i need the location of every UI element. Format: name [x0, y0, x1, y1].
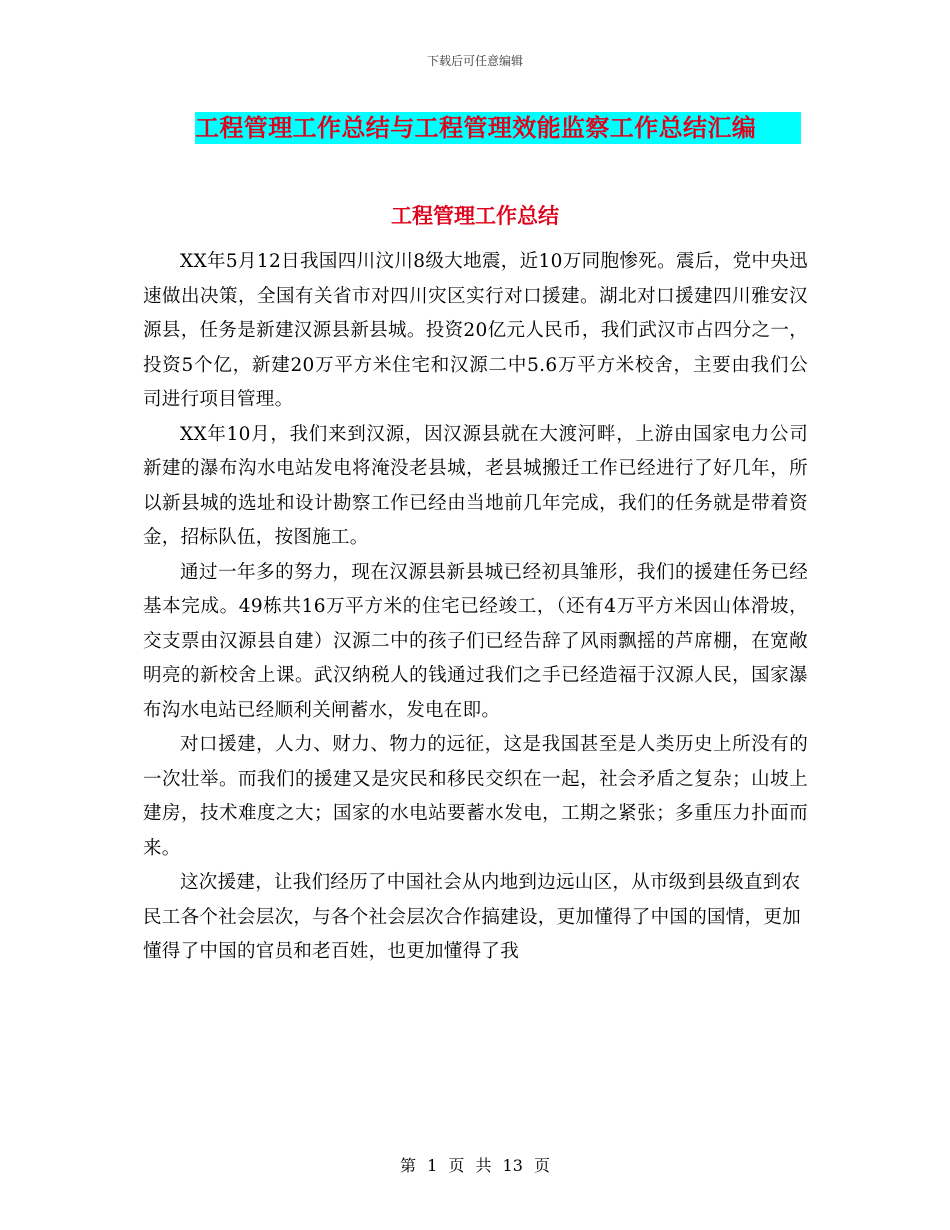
page-header-note: 下载后可任意编辑: [426, 54, 523, 68]
body-paragraph: XX年10月，我们来到汉源，因汉源县就在大渡河畔，上游由国家电力公司新建的瀑布沟水电站发电将淹没老县城，老县城搬迁工作已经进行了好几年，所以新县城的选址和设计勘察工作已经由当地前几年完成，我们的任务就是带着资金，招标队伍，按图施工。: [143, 423, 808, 548]
section-title: 工程管理工作总结: [391, 203, 559, 228]
body-paragraph: 通过一年多的努力，现在汉源县新县城已经初具雏形，我们的援建任务已经基本完成。49栋共16万平方米的住宅已经竣工，（还有4万平方米因山体滑坡，交支票由汉源县自建）汉源二中的孩子们已经告辞了风雨飘摇的芦席棚，在宽敞明亮的新校舍上课。武汉纳税人的钱通过我们之手已经造福于汉源人民，国家瀑布沟水电站已经顺利关闸蓄水，发电在即。: [143, 561, 808, 721]
body-paragraph: 这次援建，让我们经历了中国社会从内地到边远山区，从市级到县级直到农民工各个社会层次，与各个社会层次合作搞建设，更加懂得了中国的国情，更加懂得了中国的官员和老百姓，也更加懂得了我: [143, 872, 802, 962]
body-paragraph: 对口援建，人力、财力、物力的远征，这是我国甚至是人类历史上所没有的一次壮举。而我们的援建又是灾民和移民交织在一起，社会矛盾之复杂；山坡上建房，技术难度之大；国家的水电站要蓄水发电，工期之紧张；多重压力扑面而来。: [143, 734, 808, 859]
document-body: [143, 245, 808, 970]
document-title: 工程管理工作总结与工程管理效能监察工作总结汇编: [195, 113, 757, 142]
document-title-highlight: [195, 112, 801, 144]
page-number: 第 1 页 共 13 页: [400, 1156, 550, 1175]
body-paragraph: XX年5月12日我国四川汶川8级大地震，近10万同胞惨死。震后，党中央迅速做出决策，全国有关省市对四川灾区实行对口援建。湖北对口援建四川雅安汉源县，任务是新建汉源县新县城。投资20亿元人民币，我们武汉市占四分之一，投资5个亿，新建20万平方米住宅和汉源二中5.6万平方米校舍，主要由我们公司进行项目管理。: [143, 251, 808, 410]
